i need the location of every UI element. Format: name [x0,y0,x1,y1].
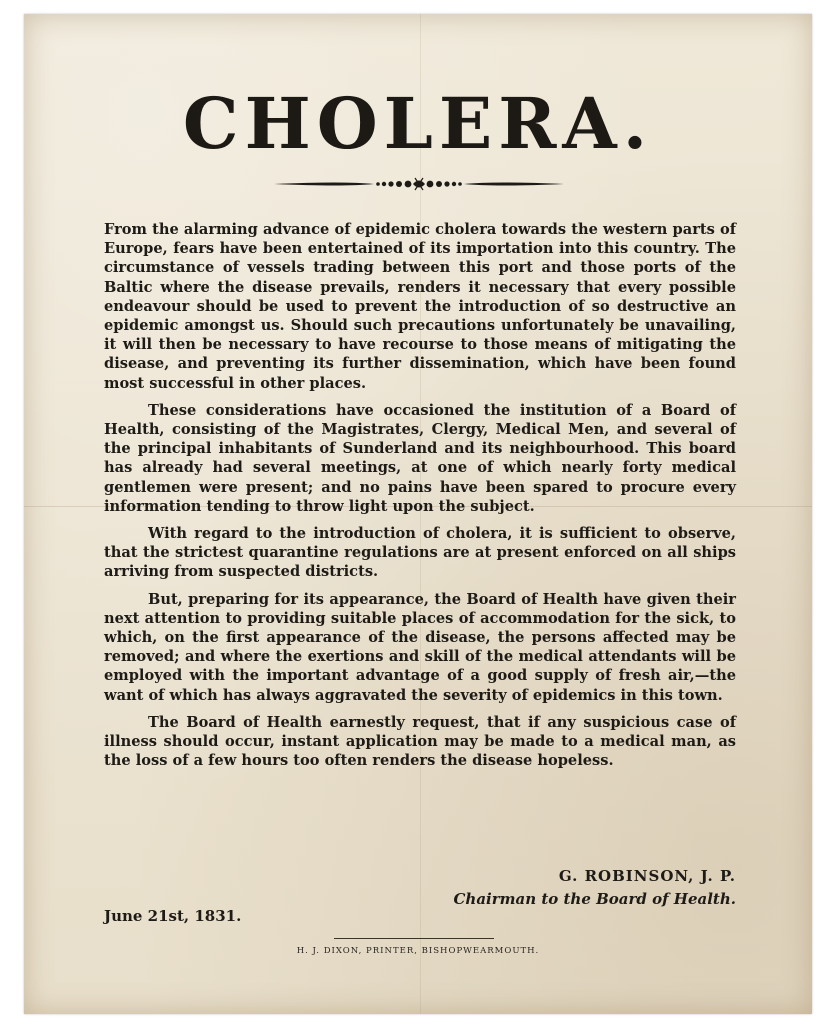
printer-divider [334,938,494,939]
paragraph-3: With regard to the introduction of cholera, it is sufficient to observe, that the strictest quarantine regulations are at present enforced on all ships arriving from suspected districts. [104,525,736,581]
ornament-divider-icon [274,174,564,194]
poster-title: CHOLERA. [182,82,654,165]
paragraph-5: The Board of Health earnestly request, that if any suspicious case of illness should occur, instant application may be made to a medical man, as the loss of a few hours too often renders the disease hopeless. [104,713,736,770]
paragraph-1: From the alarming advance of epidemic cholera towards the western parts of Europe, fears have been entertained of its importation into this country. The circumstance of vessels trading between this port and those ports of the Baltic where the disease prevails, renders it necessary that every possible endeavour should be used to prevent the introduction of so destructive an epidemic amongst us. Should such precautions unfortunately be unavailing, it will then be necessary to have recourse to those means of mitigating the disease, and preventing its further dissemination, which have been found most successful in other places. [104,221,736,392]
paragraph-4: But, preparing for its appearance, the Board of Health have given their next attention to providing suitable places of accommodation for the sick, to which, on the first appearance of the disease, the persons affected may be removed; and where the exertions and skill of the medical attendants will be employed with the important advantage of a good supply of fresh air,—the want of which has always aggravated the severity of epidemics in this town. [104,590,736,704]
paragraph-2: These considerations have occasioned the institution of a Board of Health, consisting of the Magistrates, Clergy, Medical Men, and several of the principal inhabitants of Sunderland and its neighbourhood. This board has already had several meetings, at one of which nearly forty medical gentlemen were present; and no pains have been spared to procure every information tending to throw light upon the subject. [104,401,736,515]
signer-title: Chairman to the Board of Health. [453,890,736,908]
poster-sheet [24,14,812,1014]
signer-name: G. ROBINSON, J. P. [558,867,736,885]
poster-body [104,220,736,778]
printer-imprint: H. J. DIXON, PRINTER, BISHOPWEARMOUTH. [296,946,540,956]
notice-date: June 21st, 1831. [104,907,242,925]
